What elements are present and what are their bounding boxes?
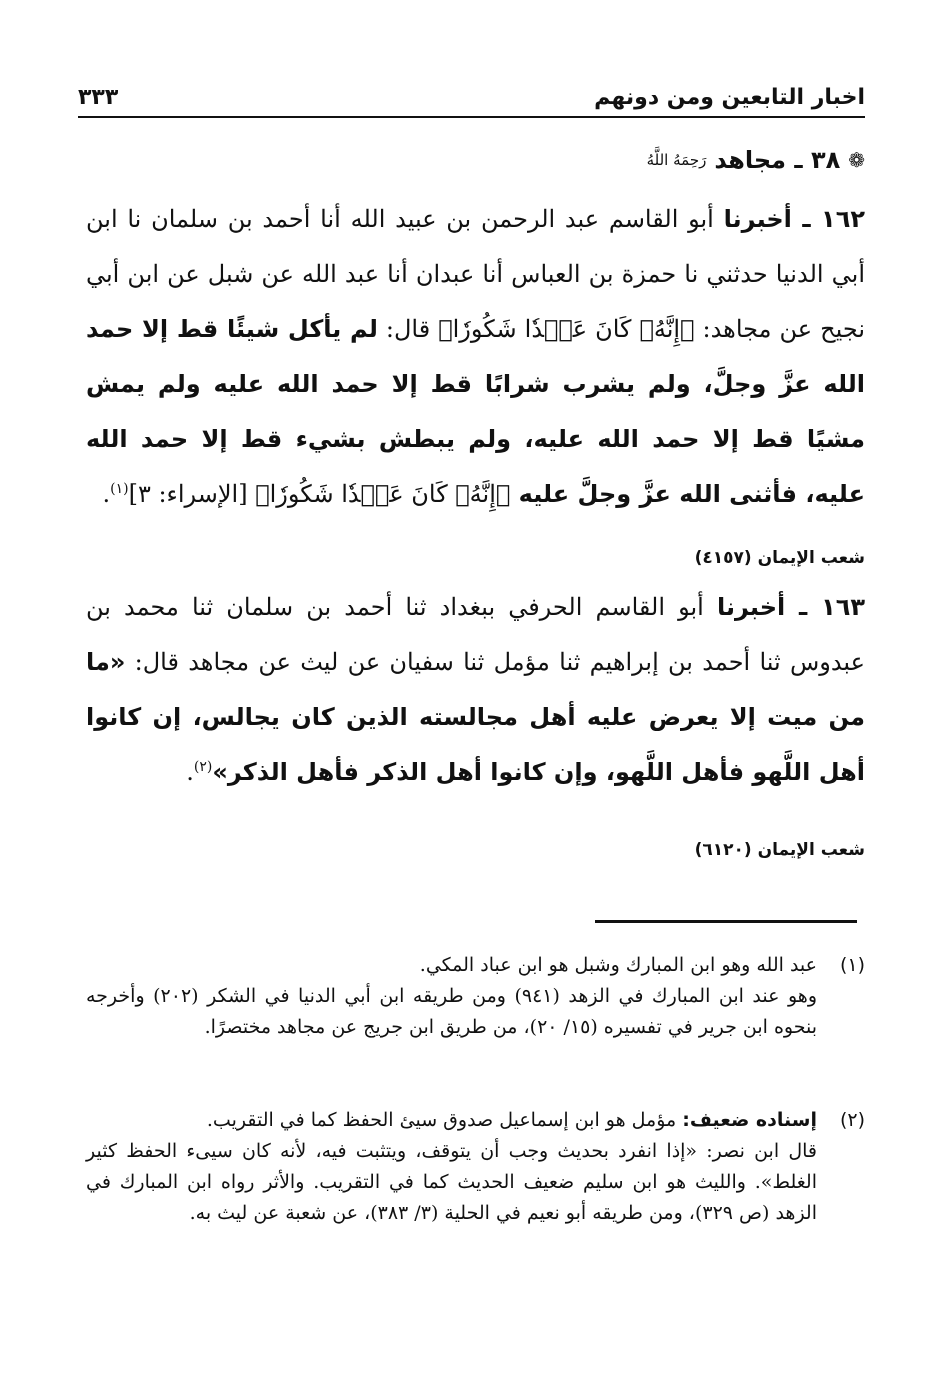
hadith-162 bbox=[86, 192, 865, 522]
footnote-1 bbox=[86, 950, 865, 1043]
footnote-1-line-2: وهو عند ابن المبارك في الزهد (٩٤١) ومن طريقه ابن أبي الدنيا في الشكر (٢٠٢) وأخرجه بنحوه ابن جرير في تفسيره (١٥/ ٢٠)، من طريق ابن جريج عن مجاهد مختصرًا. bbox=[86, 985, 817, 1038]
hadith-163-text: «ما من ميت إلا يعرض عليه أهل مجالسته الذين كان يجالس، إن كانوا أهل اللَّهو فأهل اللَّهو، وإن كانوا أهل الذكر فأهل الذكر» bbox=[86, 648, 865, 786]
hadith-162-end: . bbox=[102, 480, 111, 508]
source-citation-2: شعب الإيمان (٦١٢٠) bbox=[694, 840, 865, 860]
source-citation-1: شعب الإيمان (٤١٥٧) bbox=[694, 548, 865, 568]
running-header bbox=[78, 70, 865, 118]
footnote-1-marker: (١) bbox=[839, 954, 865, 976]
honorific-text: رَحِمَهُ اللَّهُ bbox=[646, 151, 707, 169]
hadith-163-chain: أبو القاسم الحرفي ببغداد ثنا أحمد بن سلمان ثنا محمد بن عبدوس ثنا أحمد بن إبراهيم ثنا مؤمل ثنا سفيان عن ليث عن مجاهد قال: bbox=[86, 593, 865, 676]
hadith-162-quran-1: ﴿إِنَّهُۥ كَانَ عَبۡدٗا شَكُورٗا﴾ bbox=[438, 315, 695, 343]
footnote-2-bold-lead: إسناده ضعيف: bbox=[682, 1109, 817, 1131]
hadith-162-chain: أبو القاسم عبد الرحمن بن عبيد الله أنا أحمد بن سلمان نا ابن أبي الدنيا حدثني نا حمزة بن العباس أنا عبدان أنا عبد الله عن شبل عن ابن أبي نجيح عن مجاهد: bbox=[86, 205, 865, 343]
footnote-2 bbox=[86, 1105, 865, 1229]
footnote-divider bbox=[595, 920, 857, 923]
footnote-2-line-1 bbox=[86, 1105, 817, 1136]
hadith-162-lead: ١٦٢ ـ أخبرنا bbox=[723, 205, 865, 233]
hadith-162-said: قال: bbox=[377, 315, 439, 343]
section-title-text: ٣٨ ـ مجاهد bbox=[714, 146, 841, 174]
footnote-ref-1[interactable]: (١) bbox=[110, 481, 129, 497]
running-title: اخبار التابعين ومن دونهم bbox=[594, 85, 865, 110]
hadith-163 bbox=[86, 580, 865, 800]
section-heading bbox=[647, 146, 865, 174]
page-number: ٣٣٣ bbox=[78, 85, 119, 110]
hadith-163-end: . bbox=[186, 758, 194, 786]
hadith-162-text: لم يأكل شيئًا قط إلا حمد الله عزَّ وجلَّ، ولم يشرب شرابًا قط إلا حمد الله عليه ولم يمش مشيًا قط إلا حمد الله عليه، ولم يبطش بشيء قط إلا حمد الله عليه، فأثنى الله عزَّ وجلَّ عليه bbox=[86, 315, 865, 508]
hadith-163-lead: ١٦٣ ـ أخبرنا bbox=[716, 593, 866, 621]
footnote-ref-2[interactable]: (٢) bbox=[193, 759, 213, 775]
footnote-2-marker: (٢) bbox=[839, 1109, 865, 1131]
flower-icon: ❁ bbox=[848, 148, 865, 172]
hadith-162-quran-2: ﴿إِنَّهُۥ كَانَ عَبۡدٗا شَكُورٗا﴾ bbox=[255, 480, 511, 508]
footnote-2-line-1-text: مؤمل هو ابن إسماعيل صدوق سيئ الحفظ كما في التقريب. bbox=[206, 1109, 683, 1131]
footnote-2-line-2: قال ابن نصر: «إذا انفرد بحديث وجب أن يتوقف، ويتثبت فيه، لأنه كان سيىء الحفظ كثير الغلط». والليث هو ابن سليم ضعيف الحديث كما في التقريب. والأثر رواه ابن المبارك في الزهد (ص ٣٢٩)، ومن طريقه أبو نعيم في الحلية (٣/ ٣٨٣)، عن شعبة عن ليث به. bbox=[86, 1140, 817, 1224]
footnote-1-line-1: عبد الله وهو ابن المبارك وشبل هو ابن عباد المكي. bbox=[419, 954, 817, 976]
hadith-162-ref: [الإسراء: ٣] bbox=[128, 480, 256, 508]
